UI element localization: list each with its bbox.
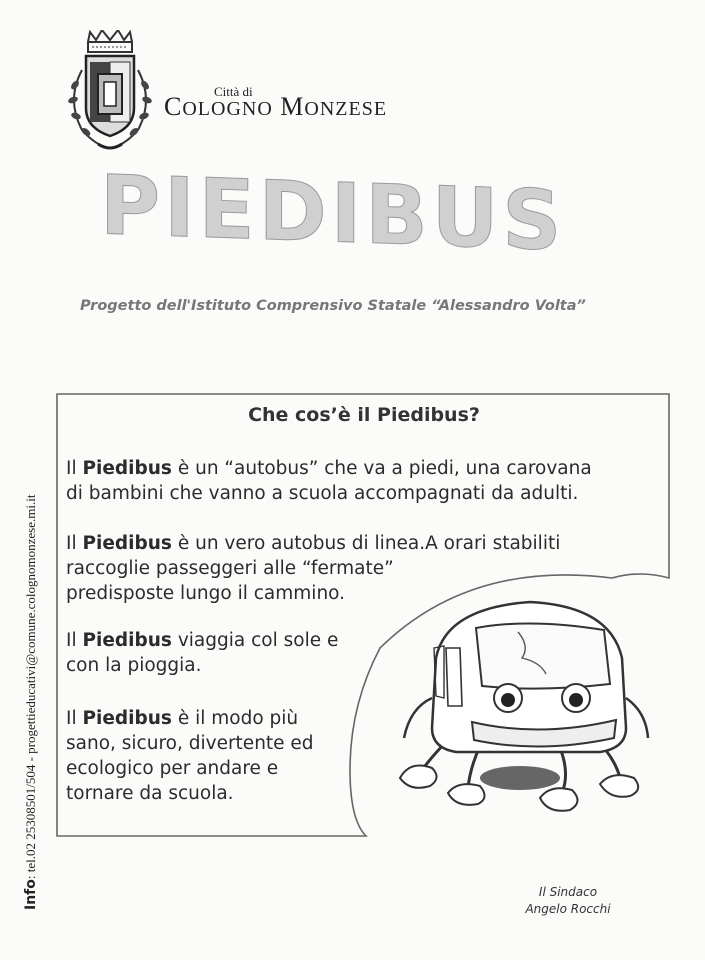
paragraph-2: Il Piedibus è un vero autobus di linea.A orari stabiliti raccoglie passeggeri alle “fermate” predisposte lungo il cammino. — [66, 533, 561, 604]
paragraph-1: Il Piedibus è un “autobus” che va a piedi, una carovana di bambini che vanno a scuola accompagnati da adulti. — [66, 458, 592, 504]
mayor-signature — [508, 884, 628, 918]
subtitle: Progetto dell'Istituto Comprensivo Statale “Alessandro Volta” — [80, 298, 586, 314]
paragraph-3: Il Piedibus viaggia col sole e con la pioggia. — [66, 630, 339, 676]
city-prefix: Città di — [214, 84, 253, 99]
page-title: PIEDIBUS — [100, 158, 566, 270]
city-coat-of-arms-icon — [60, 30, 160, 155]
signature-role: Il Sindaco — [538, 885, 598, 899]
info-contact: Info: tel.02 25308501/504 - progettieducativi@comune.colognomonzese.mi.it — [23, 494, 39, 910]
box-heading: Che cos’è il Piedibus? — [248, 404, 480, 426]
walking-bus-cartoon-icon — [390, 588, 660, 828]
signature-name: Angelo Rocchi — [525, 902, 611, 916]
paragraph-4: Il Piedibus è il modo più sano, sicuro, divertente ed ecologico per andare e tornare da scuola. — [66, 708, 314, 804]
city-name: COLOGNO MONZESE — [164, 92, 388, 121]
